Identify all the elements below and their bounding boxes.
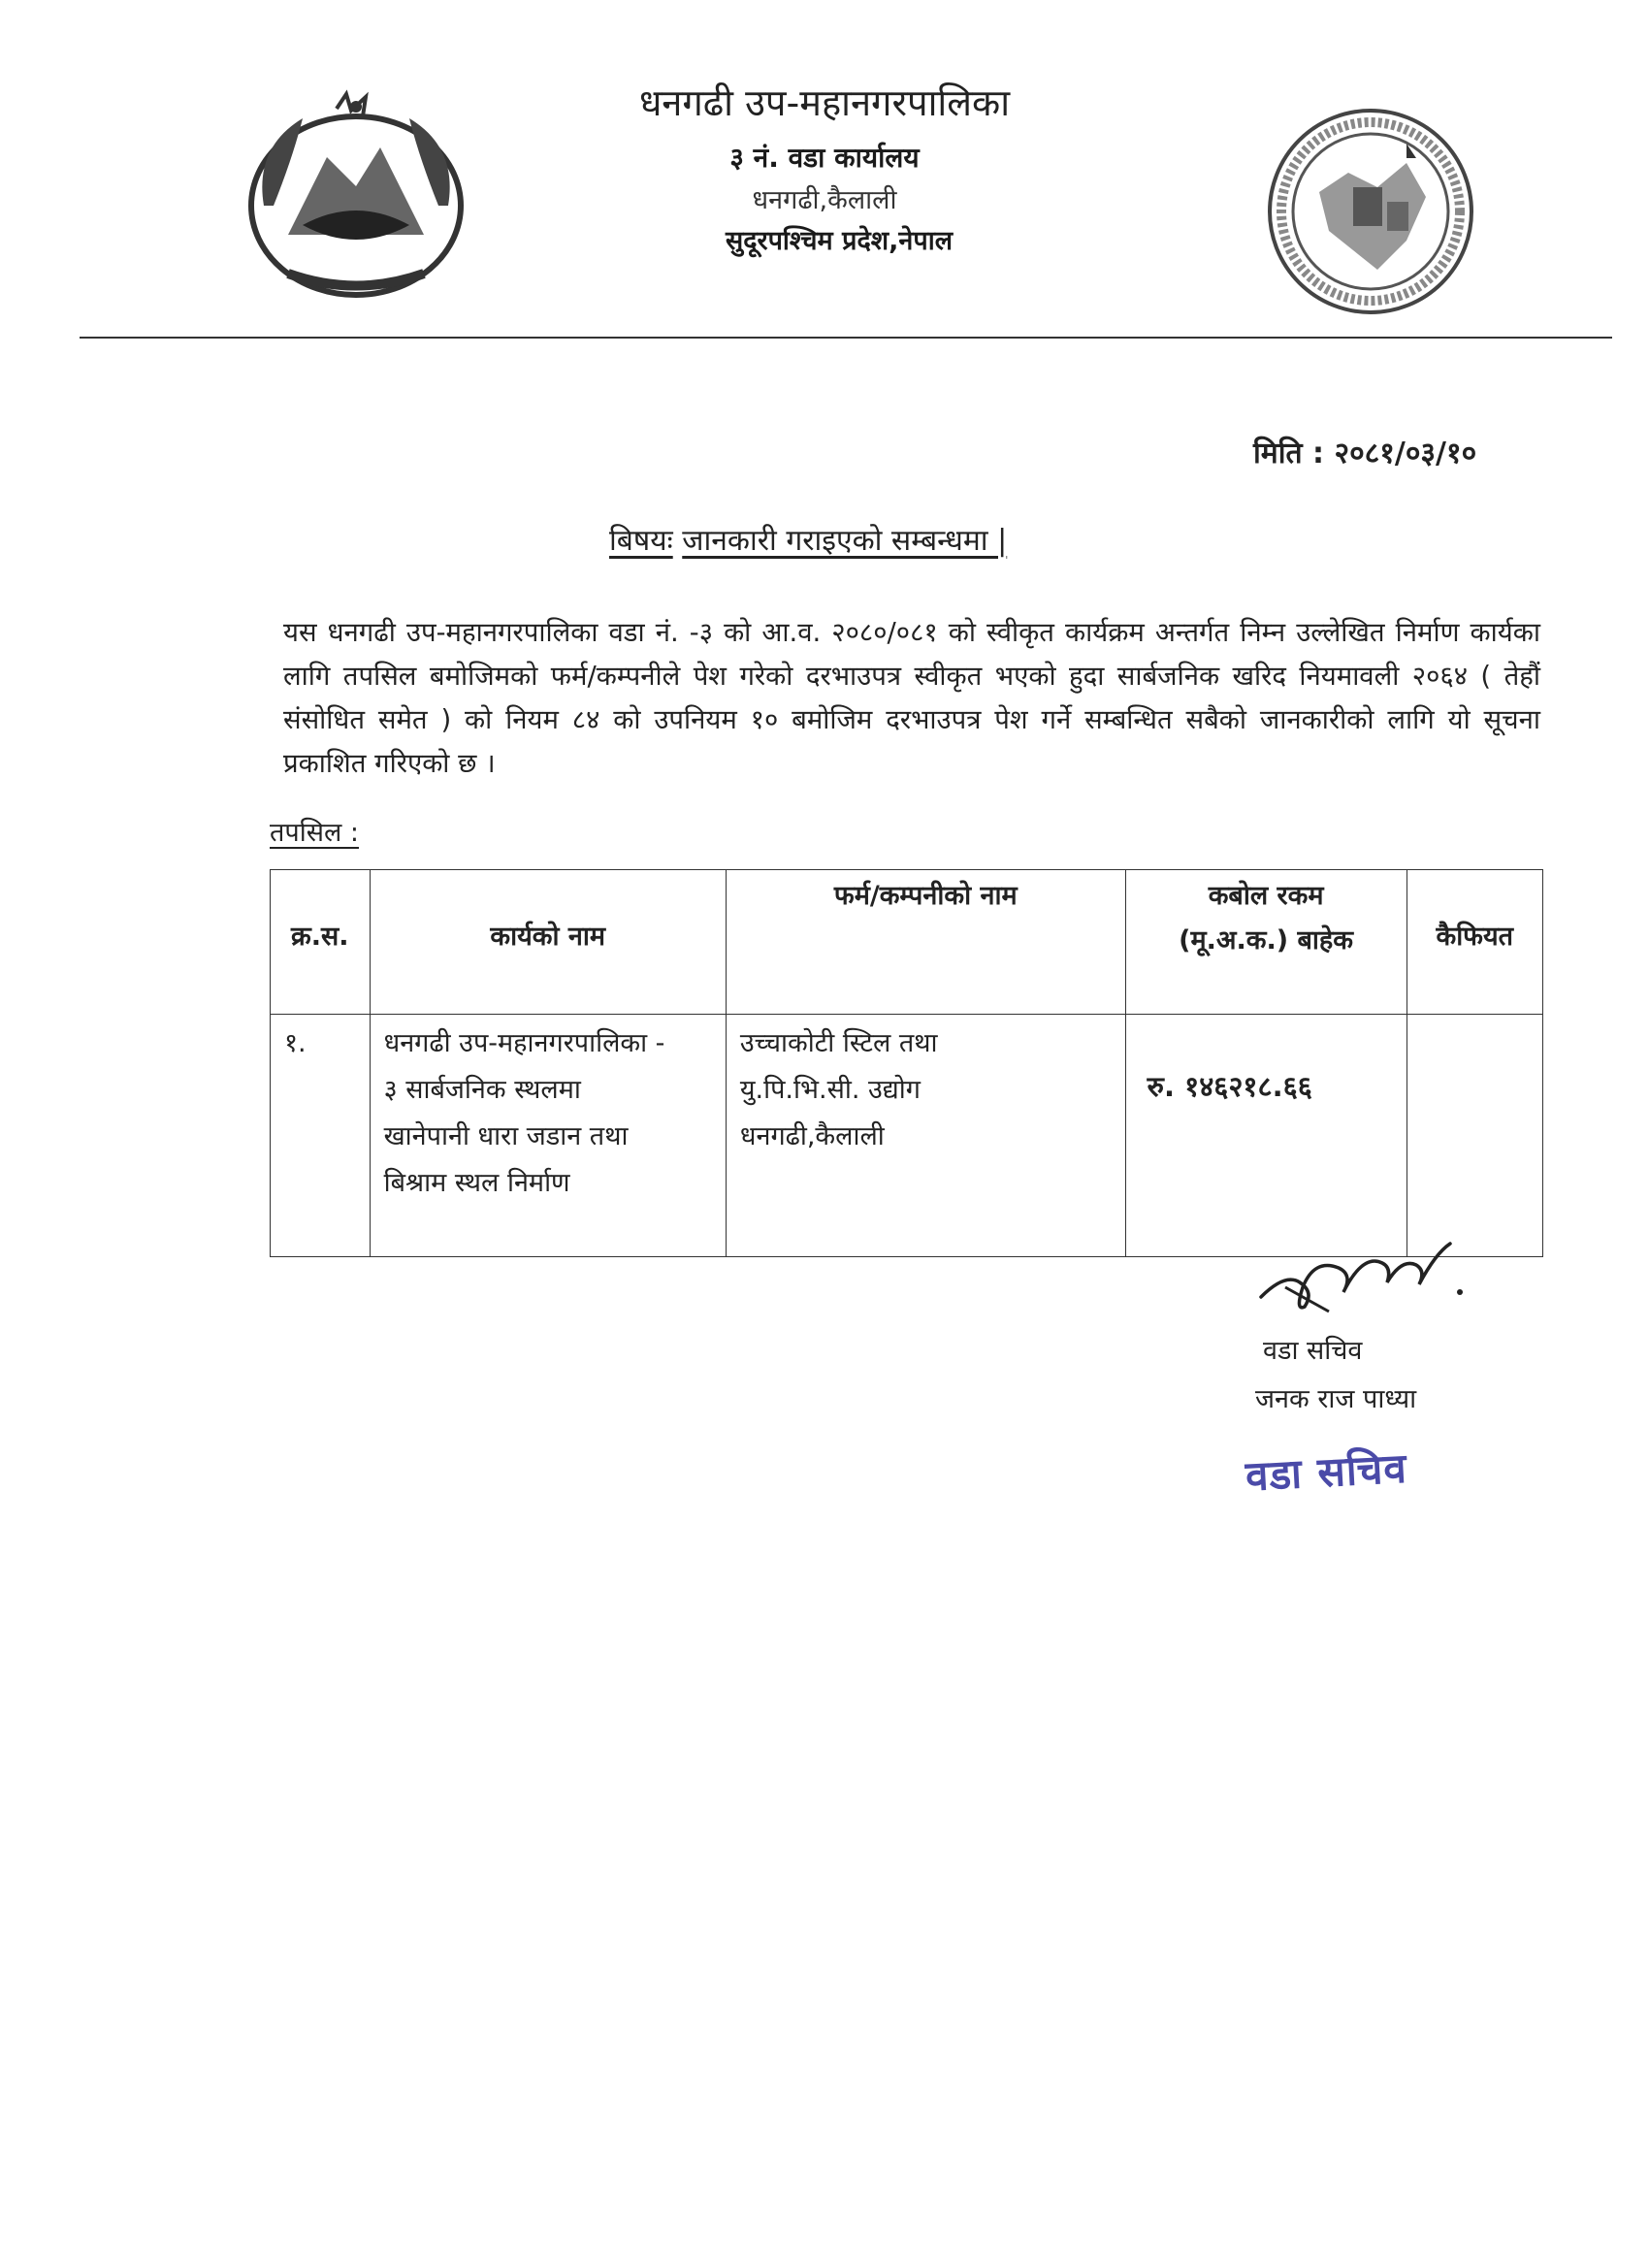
signatory-designation: वडा सचिव [1263, 1336, 1363, 1366]
row-firm-name [726, 1015, 1125, 1257]
subject-label: बिषयः [609, 524, 673, 558]
header-divider [80, 337, 1612, 339]
header-amount-line2: (मू.अ.क.) बाहेक [1179, 925, 1353, 956]
header-firm-name: फर्म/कम्पनीको नाम [726, 870, 1125, 1015]
signatory-block [1255, 1327, 1416, 1424]
row-work-name [370, 1015, 726, 1257]
header-amount [1125, 870, 1406, 1015]
nepal-emblem-icon [235, 89, 477, 303]
signature-icon [1246, 1215, 1479, 1321]
subject-text: जानकारी गराइएको सम्बन्धमा | [682, 524, 1008, 558]
tapasil-label: तपसिल : [270, 818, 359, 848]
office-address: धनगढी,कैलाली [752, 185, 897, 215]
row-amount: रु. १४६२१८.६६ [1125, 1015, 1406, 1257]
province-name: सुदूरपश्चिम प्रदेश,नेपाल [725, 226, 954, 256]
header-amount-line1: कबोल रकम [1208, 881, 1324, 911]
contract-table [270, 869, 1543, 1257]
work-line: ३ सार्बजनिक स्थलमा [383, 1075, 581, 1105]
letterhead [543, 76, 1106, 262]
notice-body: यस धनगढी उप-महानगरपालिका वडा नं. -३ को आ.व. २०८०/०८१ को स्वीकृत कार्यक्रम अन्तर्गत निम्न उल्लेखित निर्माण कार्यका लागि तपसिल बमोजिमको फर्म/कम्पनीले पेश गरेको दरभाउपत्र स्वीकृत भएको हुदा सार्बजनिक खरिद नियमावली २०६४ ( तेहौं संसोधित समेत ) को नियम ८४ को उपनियम १० बमोजिम दरभाउपत्र पेश गर्ने सम्बन्धित सबैको जानकारीको लागि यो सूचना प्रकाशित गरिएको छ । [283, 617, 1540, 779]
work-line: धनगढी उप-महानगरपालिका - [383, 1028, 665, 1058]
work-line: खानेपानी धारा जडान तथा [383, 1121, 629, 1151]
ward-office-name: ३ नं. वडा कार्यालय [729, 142, 920, 174]
letter-date: मिति : २०८१/०३/१० [1253, 437, 1477, 470]
subject-line [609, 519, 1007, 559]
firm-line: धनगढी,कैलाली [739, 1121, 885, 1151]
signatory-name: जनक राज पाध्या [1255, 1384, 1417, 1414]
header-work-name: कार्यको नाम [370, 870, 726, 1015]
table-header-row [271, 870, 1543, 1015]
firm-line: उच्चाकोटी स्टिल तथा [739, 1028, 938, 1058]
work-line: बिश्राम स्थल निर्माण [383, 1168, 570, 1198]
header-sn: क्र.स. [271, 870, 371, 1015]
municipality-name: धनगढी उप-महानगरपालिका [638, 81, 1011, 124]
firm-line: यु.पि.भि.सी. उद्योग [739, 1075, 921, 1105]
designation-stamp: वडा सचिव [1244, 1443, 1408, 1501]
header-remarks: कैफियत [1406, 870, 1542, 1015]
row-sn: १. [271, 1015, 371, 1257]
ward-seal-icon [1261, 105, 1480, 318]
